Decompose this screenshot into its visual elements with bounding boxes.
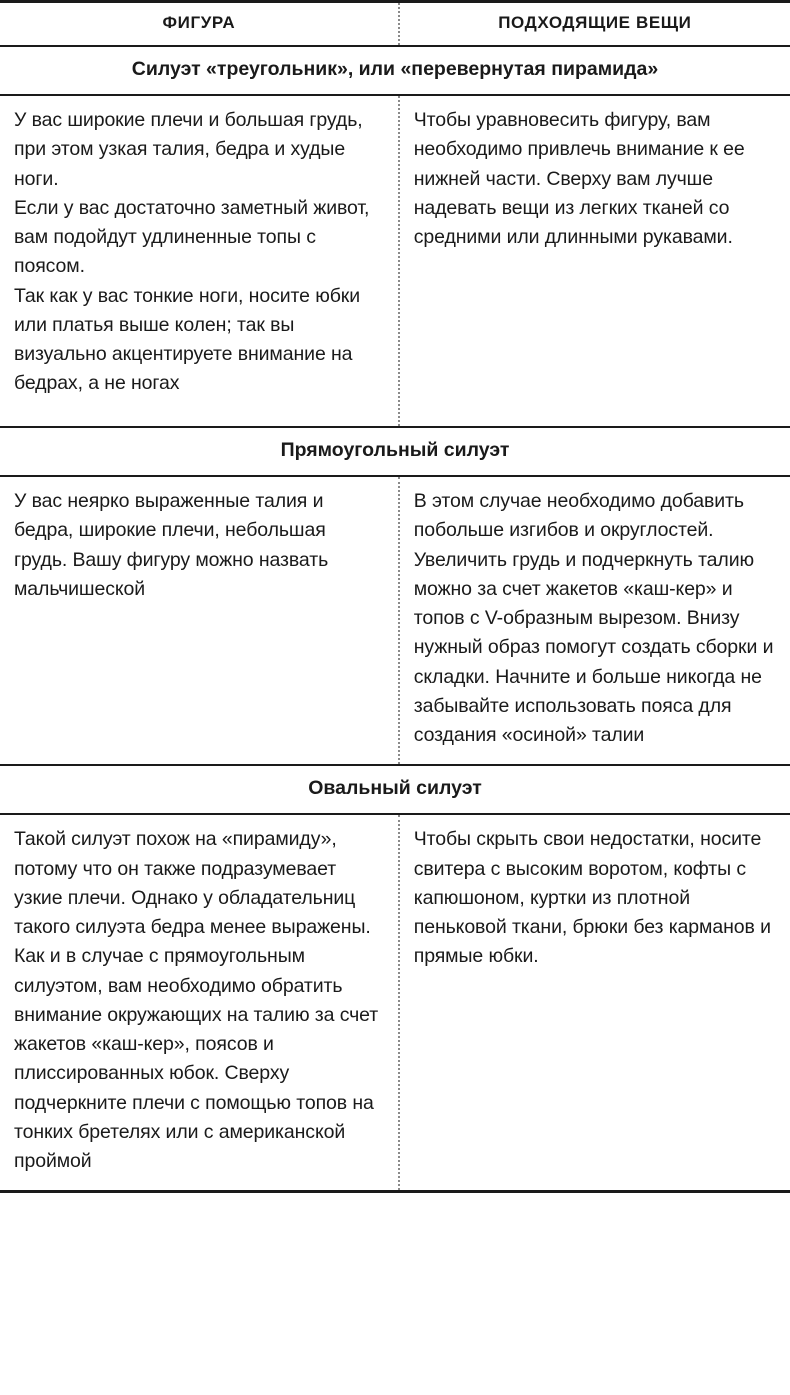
section-header-row-3: [0, 766, 790, 815]
paragraph: Такой силуэт похож на «пирамиду», потому что он также подразумевает узкие плечи. Однако у обладательниц такого силуэта бедра менее выражены.: [14, 828, 371, 938]
items-description-3: [400, 815, 790, 1190]
figure-description-1: [0, 96, 400, 426]
paragraph: У вас неярко выраженные талия и бедра, широкие плечи, небольшая грудь. Вашу фигуру можно назвать мальчишеской: [14, 490, 329, 600]
column-header-items: ПОДХОДЯЩИЕ ВЕЩИ: [498, 13, 692, 32]
column-header-figure: ФИГУРА: [0, 3, 400, 45]
table-row-3: [0, 815, 790, 1190]
table-header-row: [0, 3, 790, 47]
paragraph: У вас широкие плечи и большая грудь, при этом узкая талия, бедра и худые ноги.: [14, 109, 363, 190]
figure-description-2: [0, 477, 400, 764]
section-title-rectangle: Прямоугольный силуэт: [280, 439, 510, 461]
items-description-1: [400, 96, 790, 426]
figure-description-3: [0, 815, 400, 1190]
section-header-row-1: [0, 47, 790, 96]
table-row-2: [0, 477, 790, 766]
section-title-oval: Овальный силуэт: [308, 777, 482, 800]
items-description-2: [400, 477, 790, 764]
paragraph: Если у вас достаточно заметный живот, вам подойдут удлиненные топы с поясом.: [14, 196, 370, 278]
section-header-row-2: [0, 428, 790, 477]
paragraph: Так как у вас тонкие ноги, носите юбки или платья выше колен; так вы визуально акцентируете внимание на бедрах, а не ногах: [14, 284, 361, 395]
paragraph: Чтобы уравновесить фигуру, вам необходимо привлечь внимание к ее нижней части. Сверху вам лучше надевать вещи из легких тканей со средними или длинными рукавами.: [413, 109, 745, 248]
paragraph: В этом случае необходимо добавить побольше изгибов и округлостей. Увеличить грудь и подчеркнуть талию можно за счет жакетов «каш-кер» и топов с V-образным вырезом. Внизу нужный образ помогут создать сборки и складки. Начните и больше никогда не забывайте использовать пояса для создания «осиной» талии: [413, 490, 774, 746]
paragraph: Как и в случае с прямоугольным силуэтом, вам необходимо обратить внимание окружающих на талию за счет жакетов «каш-кер», поясов и плиссированных юбок. Сверху подчеркните плечи с помощью топов на тонких бретелях или с американской проймой: [14, 945, 379, 1172]
section-title-triangle: Силуэт «треугольник», или «перевернутая пирамида»: [131, 58, 659, 80]
table-row-1: [0, 96, 790, 428]
paragraph: Чтобы скрыть свои недостатки, носите свитера с высоким воротом, кофты с капюшоном, куртки из плотной пеньковой ткани, брюки без карманов и прямые юбки.: [413, 828, 771, 968]
